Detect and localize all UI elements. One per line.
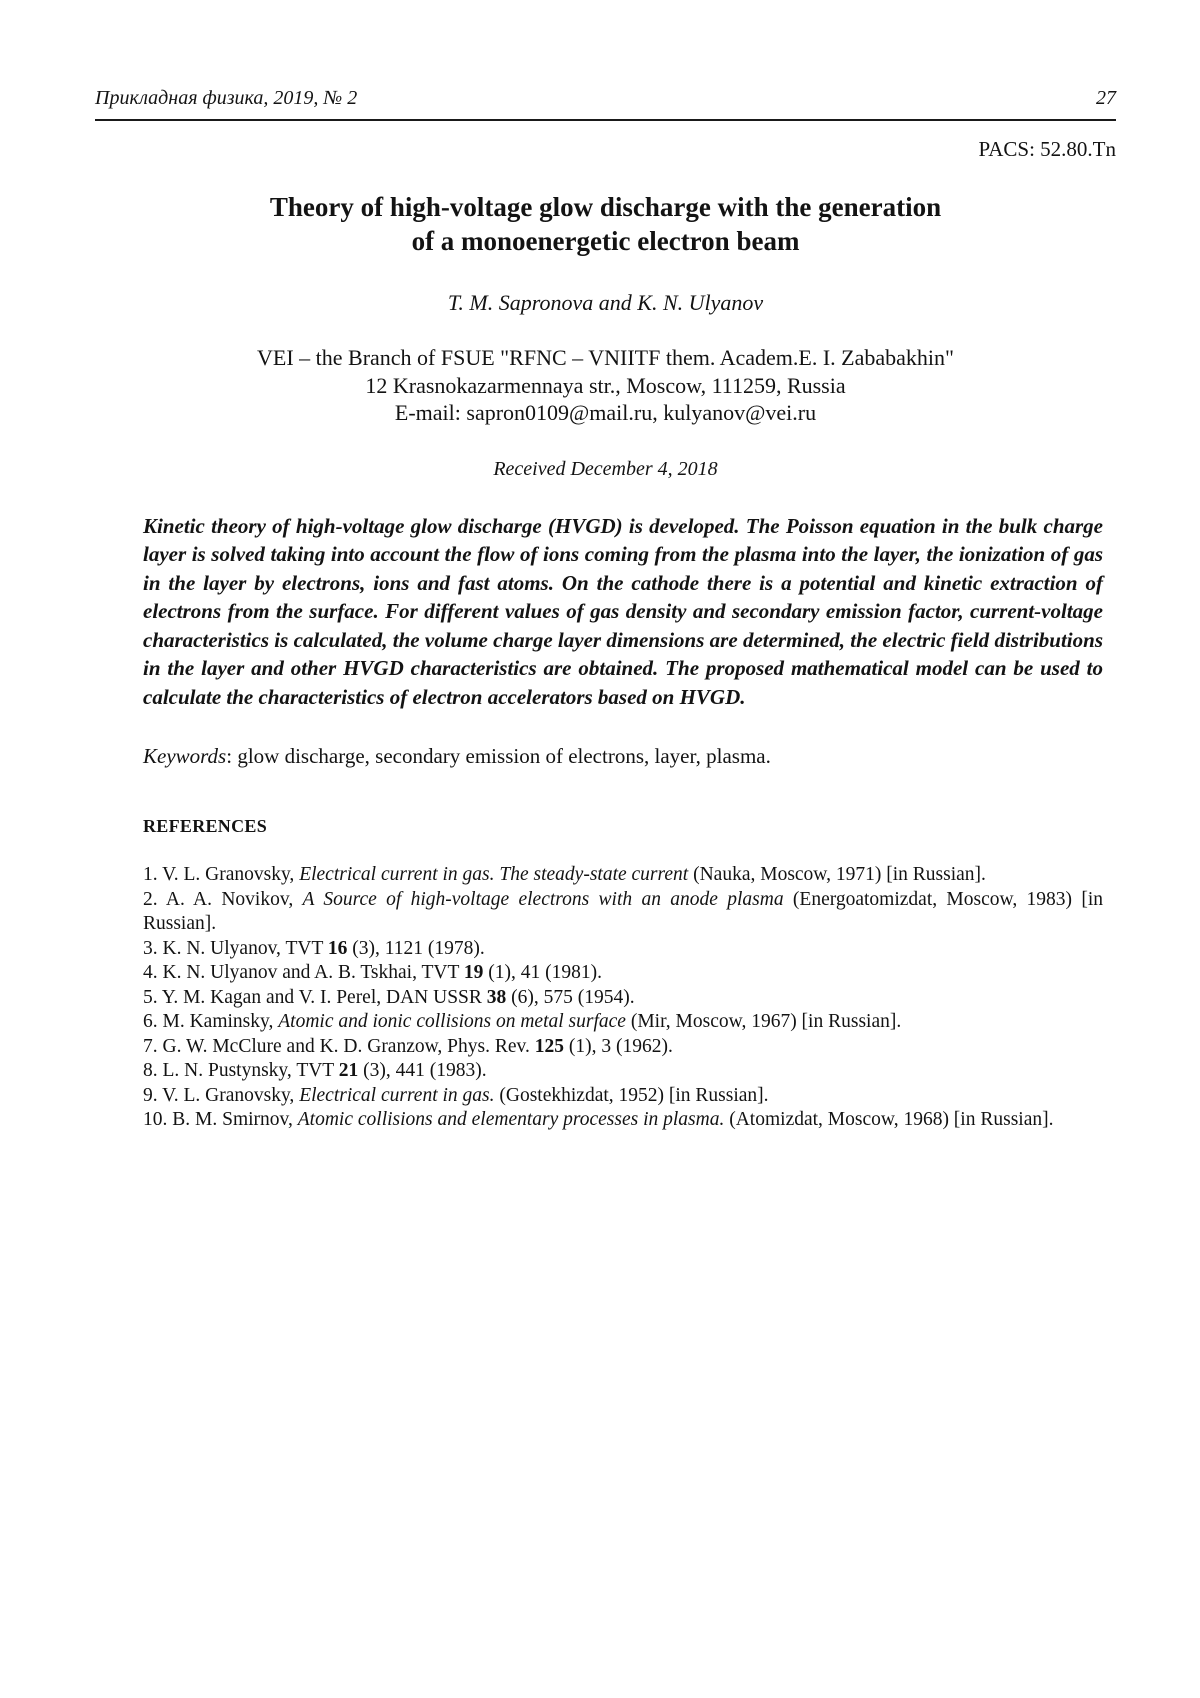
reference-segment: (Energoatomizdat, Moscow, 1983) [in Russian]. [143,888,1103,934]
reference-segment: (Mir, Moscow, 1967) [in Russian]. [625,1011,902,1032]
reference-list [143,863,1103,1133]
reference-segment: 125 [534,1035,565,1057]
references-heading: REFERENCES [143,816,268,836]
reference-item [143,1059,1103,1084]
reference-segment: 1. V. L. Granovsky, [143,864,300,885]
article-title-line-2: of a monoenergetic electron beam [411,226,800,256]
affiliation-line-address: 12 Krasnokazarmennaya str., Moscow, 111259, Russia [365,372,846,398]
reference-segment: (1), 41 (1981). [483,962,603,983]
reference-segment: 9. V. L. Granovsky, [143,1084,300,1106]
reference-item [143,1084,1103,1109]
reference-item [143,1108,1103,1133]
reference-segment: (3), 441 (1983). [358,1060,487,1081]
reference-segment: Atomic and ionic collisions on metal surface [278,1011,626,1032]
keywords-line [143,743,1103,769]
reference-segment: (1), 3 (1962). [564,1035,673,1057]
keywords-label: Keywords [143,744,227,768]
reference-segment: 19 [463,962,484,983]
reference-segment: 21 [338,1060,359,1081]
pacs-code: PACS: 52.80.Tn [978,137,1116,161]
reference-item [143,1035,1103,1060]
running-head [95,86,1116,110]
reference-segment: 10. B. M. Smirnov, [143,1109,298,1130]
reference-segment: (Atomizdat, Moscow, 1968) [in Russian]. [724,1109,1054,1130]
reference-segment: 3. K. N. Ulyanov, TVT [143,937,328,959]
header-rule [95,119,1116,121]
reference-segment: 4. K. N. Ulyanov and A. B. Tskhai, TVT [143,962,464,983]
reference-segment: 8. L. N. Pustynsky, TVT [143,1060,339,1081]
affiliation [95,344,1116,427]
reference-item [143,961,1103,986]
reference-item [143,986,1103,1011]
page-number: 27 [1096,87,1116,109]
reference-segment: A Source of high-voltage electrons with an anode plasma [302,888,784,910]
reference-segment: (Nauka, Moscow, 1971) [in Russian]. [688,864,986,885]
reference-segment: (Gostekhizdat, 1952) [in Russian]. [494,1084,769,1106]
keywords-text: : glow discharge, secondary emission of electrons, layer, plasma. [226,744,771,768]
article-title [95,190,1116,258]
reference-segment: (6), 575 (1954). [506,986,635,1008]
reference-segment: Atomic collisions and elementary processes in plasma. [297,1109,725,1130]
journal-name: Прикладная физика, 2019, № 2 [95,87,358,109]
authors: T. M. Sapronova and K. N. Ulyanov [447,290,764,315]
reference-segment: 7. G. W. McClure and K. D. Granzow, Phys. Rev. [143,1035,535,1057]
reference-segment: 6. M. Kaminsky, [143,1011,279,1032]
reference-segment: Electrical current in gas. [299,1084,495,1106]
reference-segment: 2. A. A. Novikov, [143,888,303,910]
abstract: Kinetic theory of high-voltage glow discharge (HVGD) is developed. The Poisson equation in the bulk charge layer is solved taking into account the flow of ions coming from the plasma into the layer, the ionization of gas in the layer by electrons, ions and fast atoms. On the cathode there is a potential and kinetic extraction of electrons from the surface. For different values of gas density and secondary emission factor, current-voltage characteristics is calculated, the volume charge layer dimensions are determined, the electric field distributions in the layer and other HVGD characteristics are obtained. The proposed mathematical model can be used to calculate the characteristics of electron accelerators based on HVGD. [143,513,1103,709]
reference-item [143,937,1103,962]
affiliation-line-email: E-mail: sapron0109@mail.ru, kulyanov@vei.ru [394,400,817,425]
reference-item [143,863,1103,888]
article-title-line-1: Theory of high-voltage glow discharge with the generation [269,192,942,222]
reference-segment: Electrical current in gas. The steady-state current [299,864,689,885]
reference-item [143,1010,1103,1035]
reference-segment: 38 [486,986,507,1008]
received-date: Received December 4, 2018 [493,457,718,480]
reference-segment: 5. Y. M. Kagan and V. I. Perel, DAN USSR [143,986,487,1008]
reference-segment: (3), 1121 (1978). [347,937,485,959]
reference-item [143,888,1103,937]
affiliation-line-institute: VEI – the Branch of FSUE "RFNC – VNIITF them. Academ.E. I. Zababakhin" [257,345,954,370]
reference-segment: 16 [327,937,348,959]
